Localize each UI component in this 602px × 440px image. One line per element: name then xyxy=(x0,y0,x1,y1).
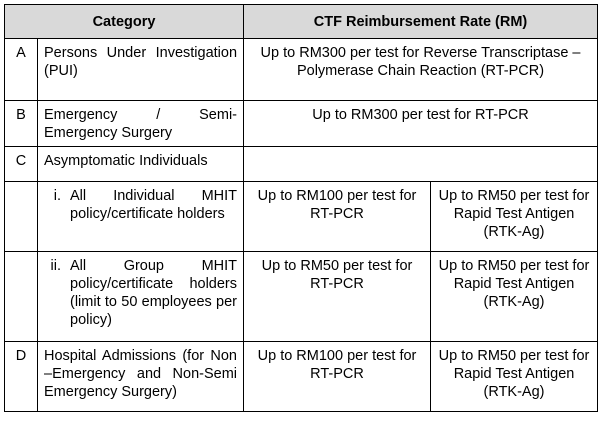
row-letter-empty xyxy=(5,252,38,342)
row-category: Emergency / Semi-Emergency Surgery xyxy=(38,101,244,147)
table-row-b xyxy=(5,101,598,147)
table-header-row xyxy=(5,5,598,39)
table-row-d xyxy=(5,342,598,412)
table-row-c-i xyxy=(5,182,598,252)
row-letter: C xyxy=(5,147,38,182)
row-letter: B xyxy=(5,101,38,147)
row-rate-rtk: Up to RM50 per test for Rapid Test Antigen (RTK-Ag) xyxy=(431,182,598,252)
row-rate-pcr: Up to RM100 per test for RT-PCR xyxy=(244,342,431,412)
row-letter-empty xyxy=(5,182,38,252)
row-letter: D xyxy=(5,342,38,412)
row-rate: Up to RM300 per test for RT-PCR xyxy=(244,101,598,147)
row-category: Persons Under Investigation (PUI) xyxy=(38,39,244,101)
table-row-c xyxy=(5,147,598,182)
header-rate: CTF Reimbursement Rate (RM) xyxy=(244,5,598,39)
table-row-a xyxy=(5,39,598,101)
row-rate-pcr: Up to RM50 per test for RT-PCR xyxy=(244,252,431,342)
row-category xyxy=(38,252,244,342)
row-rate: Up to RM300 per test for Reverse Transcriptase – Polymerase Chain Reaction (RT-PCR) xyxy=(244,39,598,101)
reimbursement-table xyxy=(4,4,598,412)
row-category: Asymptomatic Individuals xyxy=(38,147,244,182)
row-category xyxy=(38,182,244,252)
row-rate-rtk: Up to RM50 per test for Rapid Test Antigen (RTK-Ag) xyxy=(431,342,598,412)
row-rate xyxy=(244,147,598,182)
sub-item-text: All Individual MHIT policy/certificate holders xyxy=(70,188,238,222)
header-category: Category xyxy=(5,5,244,39)
row-letter: A xyxy=(5,39,38,101)
sub-item-text: All Group MHIT policy/certificate holders (limit to 50 employees per policy) xyxy=(70,258,238,328)
sub-item-number: i. xyxy=(53,188,61,204)
sub-item-number: ii. xyxy=(50,258,61,274)
row-category: Hospital Admissions (for Non –Emergency and Non-Semi Emergency Surgery) xyxy=(38,342,244,412)
row-rate-rtk: Up to RM50 per test for Rapid Test Antigen (RTK-Ag) xyxy=(431,252,598,342)
table-row-c-ii xyxy=(5,252,598,342)
row-rate-pcr: Up to RM100 per test for RT-PCR xyxy=(244,182,431,252)
